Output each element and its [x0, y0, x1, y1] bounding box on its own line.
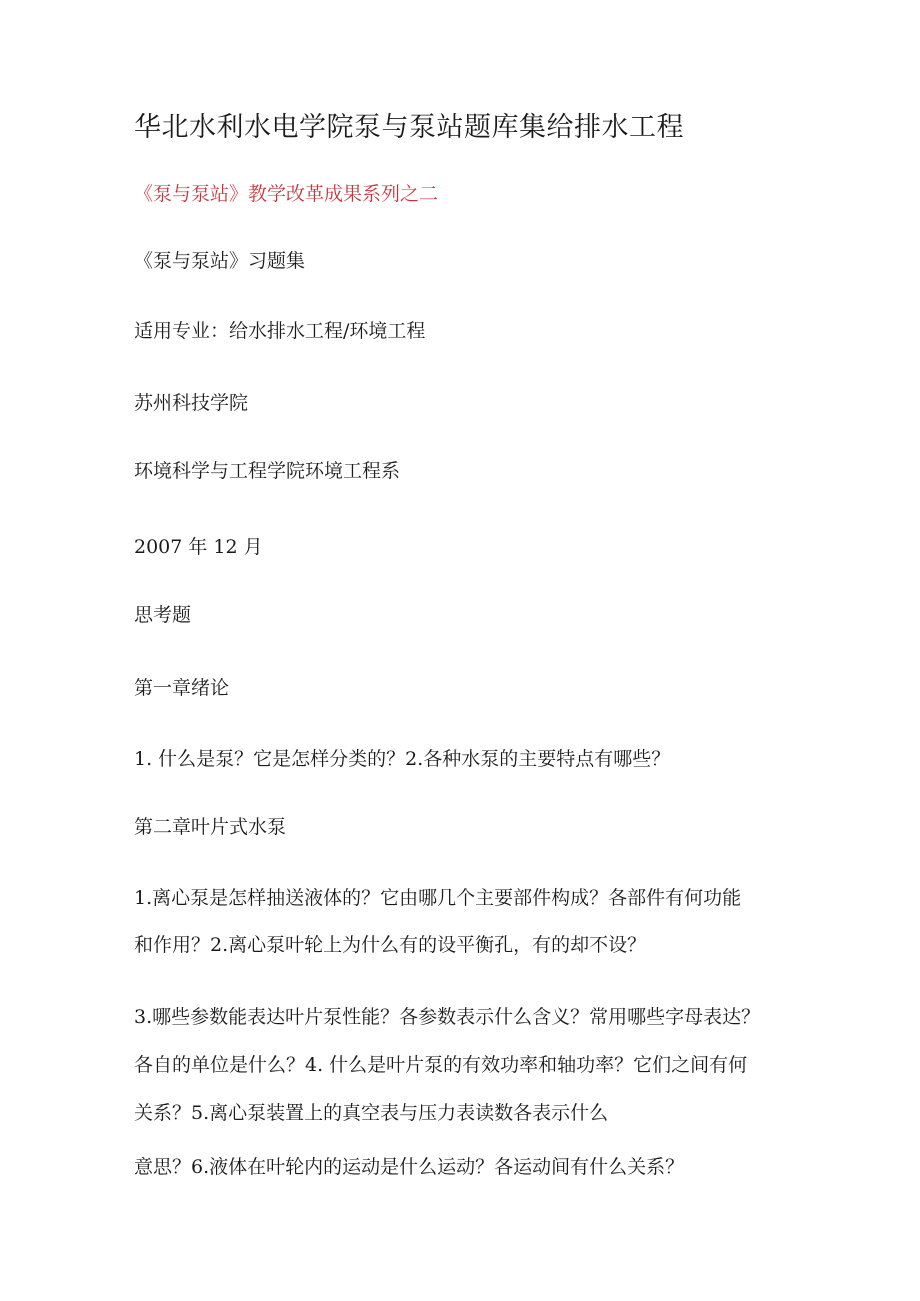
paragraph-line: 各自的单位是什么？4. 什么是叶片泵的有效功率和轴功率？它们之间有何	[134, 1054, 748, 1076]
publication-date: 2007 年 12 月	[134, 536, 263, 558]
chapter-2-paragraph-2	[134, 1008, 810, 1123]
paragraph-line: 和作用？2.离心泵叶轮上为什么有的设平衡孔，有的却不设？	[134, 934, 647, 956]
series-subtitle: 《泵与泵站》教学改革成果系列之二	[134, 183, 439, 205]
applicable-major: 适用专业：给水排水工程/环境工程	[134, 320, 426, 342]
chapter-2-paragraph-1	[134, 889, 810, 955]
paragraph-line: 3.哪些参数能表达叶片泵性能？各参数表示什么含义？常用哪些字母表达？	[134, 1006, 761, 1028]
document-title: 华北水利水电学院泵与泵站题库集给排水工程	[134, 112, 684, 143]
department-name: 环境科学与工程学院环境工程系	[134, 460, 401, 482]
institution-name: 苏州科技学院	[134, 392, 249, 414]
book-title: 《泵与泵站》习题集	[134, 250, 306, 272]
chapter-1-questions: 1. 什么是泵？它是怎样分类的？2.各种水泵的主要特点有哪些？	[134, 748, 671, 770]
paragraph-line: 关系？5.离心泵装置上的真空表与压力表读数各表示什么	[134, 1102, 609, 1124]
chapter-2-heading: 第二章叶片式水泵	[134, 816, 287, 838]
section-heading: 思考题	[134, 604, 192, 626]
paragraph-line: 1.离心泵是怎样抽送液体的？它由哪几个主要部件构成？各部件有何功能	[134, 887, 742, 909]
chapter-1-heading: 第一章绪论	[134, 677, 230, 699]
chapter-2-paragraph-3: 意思？6.液体在叶轮内的运动是什么运动？各运动间有什么关系？	[134, 1156, 685, 1178]
